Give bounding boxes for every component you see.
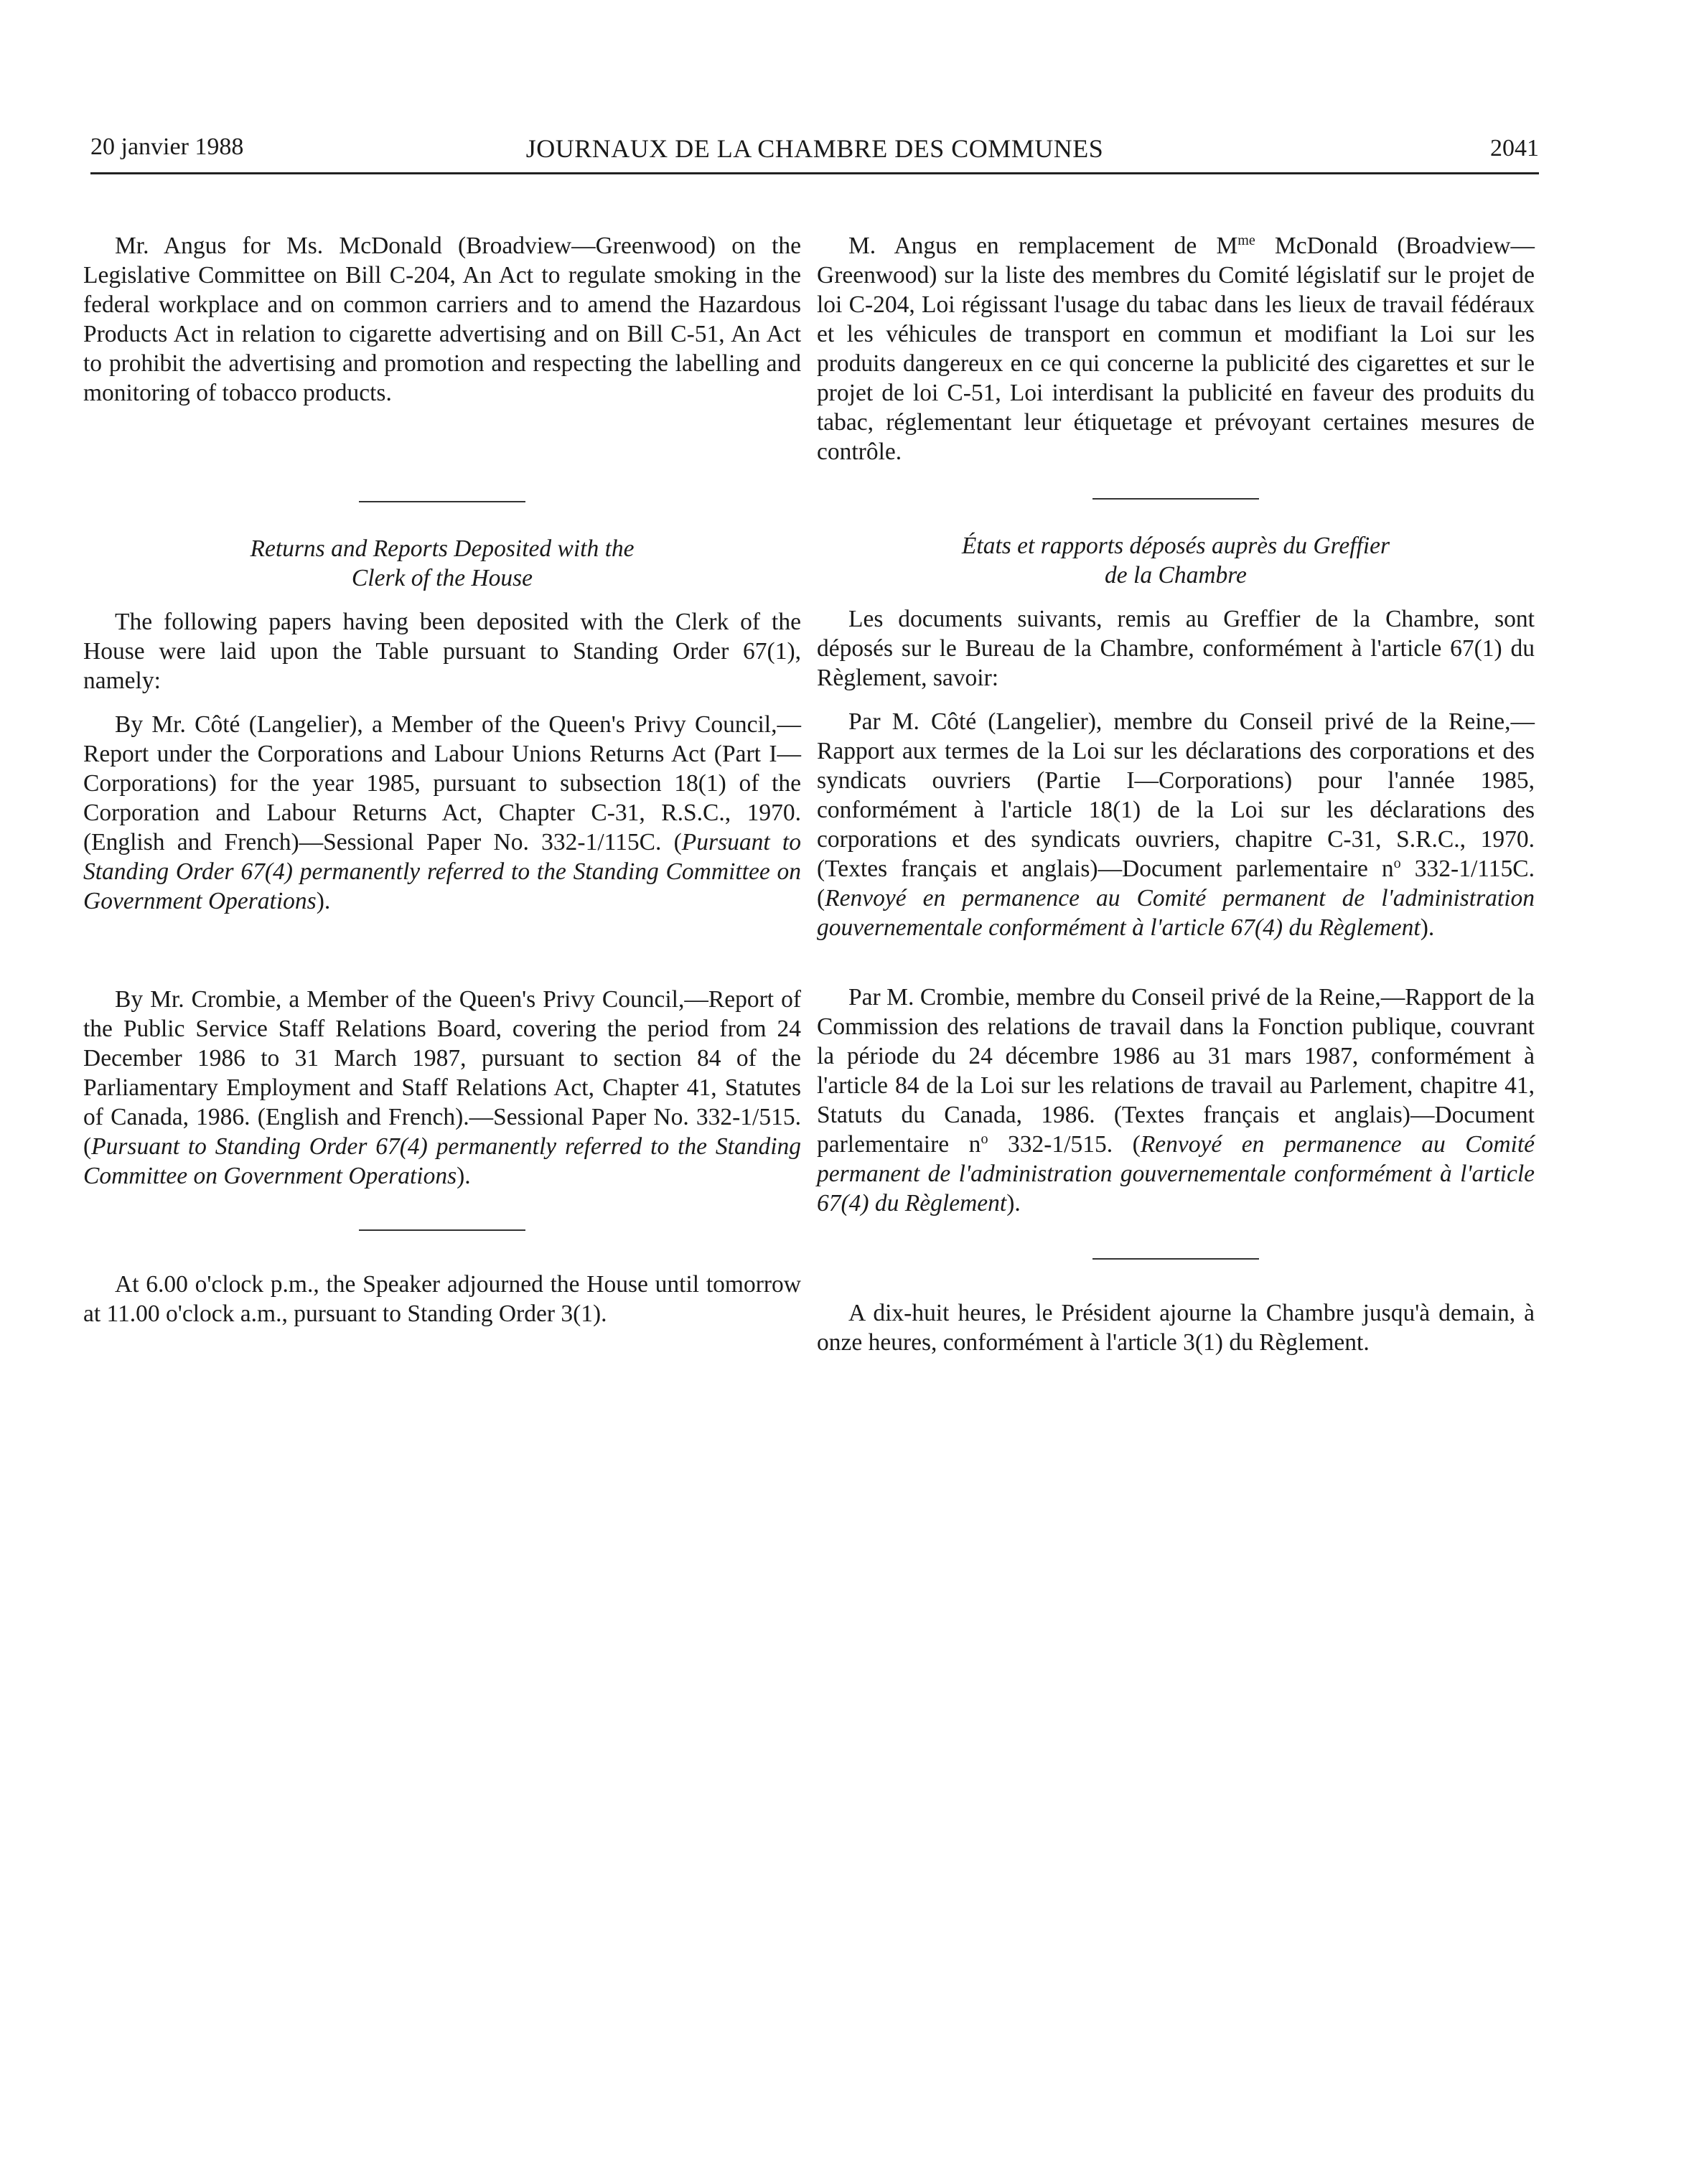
numero-superscript: o: [981, 1130, 988, 1147]
crombie-report-paragraph-fr: [817, 983, 1535, 1218]
section-heading-fr-line-2: de la Chambre: [1105, 562, 1247, 589]
crombie-report-fr-text: Par M. Crombie, membre du Conseil privé de la Reine,—Rapport de la Commission des relations de travail dans la Fonction publique, couvrant la période du 24 décembre 1986 au 31 mars 1987, conformément à l'article 84 de la Loi sur les relations de travail au Parlement, chapitre 41, Statuts du Canada, 1986. (Textes français et anglais)—Document parlementaire n: [817, 984, 1535, 1158]
cote-report-fr-text: Par M. Côté (Langelier), membre du Conseil privé de la Reine,—Rapport aux termes de la Loi sur les déclarations des corporations et des syndicats ouvriers (Partie I—Corporations) pour l'année 1985, conformément à l'article 18(1) de la Loi sur les déclarations des corporations et des syndicats ouvriers, chapitre C-31, S.R.C., 1970. (Textes français et anglais)—Document parlementaire n: [817, 708, 1535, 882]
page-number: 2041: [1490, 135, 1539, 161]
adjournment-paragraph-fr: A dix-huit heures, le Président ajourne la Chambre jusqu'à demain, à onze heures, conformément à l'article 3(1) du Règlement.: [817, 1300, 1535, 1356]
committee-substitution-paragraph-fr: [817, 231, 1535, 467]
adjournment-paragraph: At 6.00 o'clock p.m., the Speaker adjourned the House until tomorrow at 11.00 o'clock a.m., pursuant to Standing Order 3(1).: [83, 1271, 801, 1327]
english-column: [83, 231, 801, 1328]
cote-report-fr-end: ).: [1420, 914, 1435, 941]
section-heading-fr-line-1: États et rapports déposés auprès du Greffier: [961, 533, 1390, 559]
section-heading: [83, 534, 801, 593]
section-heading-fr: [817, 531, 1535, 590]
substitution-text-end: McDonald (Broadview—Greenwood) sur la liste des membres du Comité législatif sur le projet de loi C-204, Loi régissant l'usage du tabac dans les lieux de travail fédéraux et les véhicules de transport en commun et modifiant la Loi sur les produits dangereux en ce qui concerne la publicité des cigarettes et sur le projet de loi C-51, Loi interdisant la publicité en faveur des produits du tabac, réglementant leur étiquetage et prévoyant certaines mesures de contrôle.: [817, 233, 1535, 465]
substitution-text-start: M. Angus en remplacement de M: [848, 233, 1238, 259]
french-column: [817, 231, 1535, 1357]
committee-substitution-paragraph: Mr. Angus for Ms. McDonald (Broadview—Greenwood) on the Legislative Committee on Bill C-204, An Act to regulate smoking in the federal workplace and on common carriers and to amend the Hazardous Products Act in relation to cigarette advertising and on Bill C-51, An Act to prohibit the advertising and promotion and respecting the labelling and monitoring of tobacco products.: [83, 233, 801, 406]
header-title: JOURNAUX DE LA CHAMBRE DES COMMUNES: [525, 134, 1104, 163]
returns-intro-paragraph: The following papers having been deposited with the Clerk of the House were laid upon the Table pursuant to Standing Order 67(1), namely:: [83, 609, 801, 694]
crombie-report-fr-number: 332-1/515. (: [988, 1131, 1141, 1158]
section-heading-line-2: Clerk of the House: [351, 565, 533, 591]
crombie-report-end: ).: [457, 1163, 471, 1189]
crombie-report-fr-end: ).: [1006, 1190, 1021, 1217]
page-header: [90, 128, 1539, 174]
cote-report-end: ).: [316, 888, 331, 914]
cote-report-fr-referral: Renvoyé en permanence au Comité permanent de l'administration gouvernementale conformément à l'article 67(4) du Règlement: [817, 885, 1535, 941]
crombie-report-text: By Mr. Crombie, a Member of the Queen's Privy Council,—Report of the Public Service Staff Relations Board, covering the period from 24 December 1986 to 31 March 1987, pursuant to section 84 of the Parliamentary Employment and Staff Relations Act, Chapter 41, Statutes of Canada, 1986. (English and French).—Sessional Paper No. 332-1/515. (: [83, 986, 801, 1160]
header-date: 20 janvier 1988: [90, 133, 244, 160]
crombie-report-paragraph: [83, 985, 801, 1191]
cote-report-text: By Mr. Côté (Langelier), a Member of the Queen's Privy Council,—Report under the Corporations and Labour Unions Returns Act (Part I—Corporations) for the year 1985, pursuant to subsection 18(1) of the Corporation and Labour Returns Act, Chapter C-31, R.S.C., 1970. (English and French)—Sessional Paper No. 332-1/115C. (: [83, 711, 801, 856]
crombie-report-referral: Pursuant to Standing Order 67(4) permanently referred to the Standing Committee on Government Operations: [83, 1133, 801, 1189]
substitution-superscript: me: [1237, 232, 1255, 248]
cote-report-fr-number: 332-1/115C. (: [817, 856, 1535, 911]
cote-report-paragraph: [83, 710, 801, 916]
numero-superscript: o: [1393, 855, 1401, 871]
returns-intro-paragraph-fr: Les documents suivants, remis au Greffier de la Chambre, sont déposés sur le Bureau de la Chambre, conformément à l'article 67(1) du Règlement, savoir:: [817, 606, 1535, 691]
crombie-report-fr-referral: Renvoyé en permanence au Comité permanent de l'administration gouvernementale conformément à l'article 67(4) du Règlement: [817, 1131, 1535, 1217]
section-heading-line-1: Returns and Reports Deposited with the: [250, 535, 635, 562]
cote-report-referral: Pursuant to Standing Order 67(4) permanently referred to the Standing Committee on Government Operations: [83, 829, 801, 914]
cote-report-paragraph-fr: [817, 707, 1535, 942]
